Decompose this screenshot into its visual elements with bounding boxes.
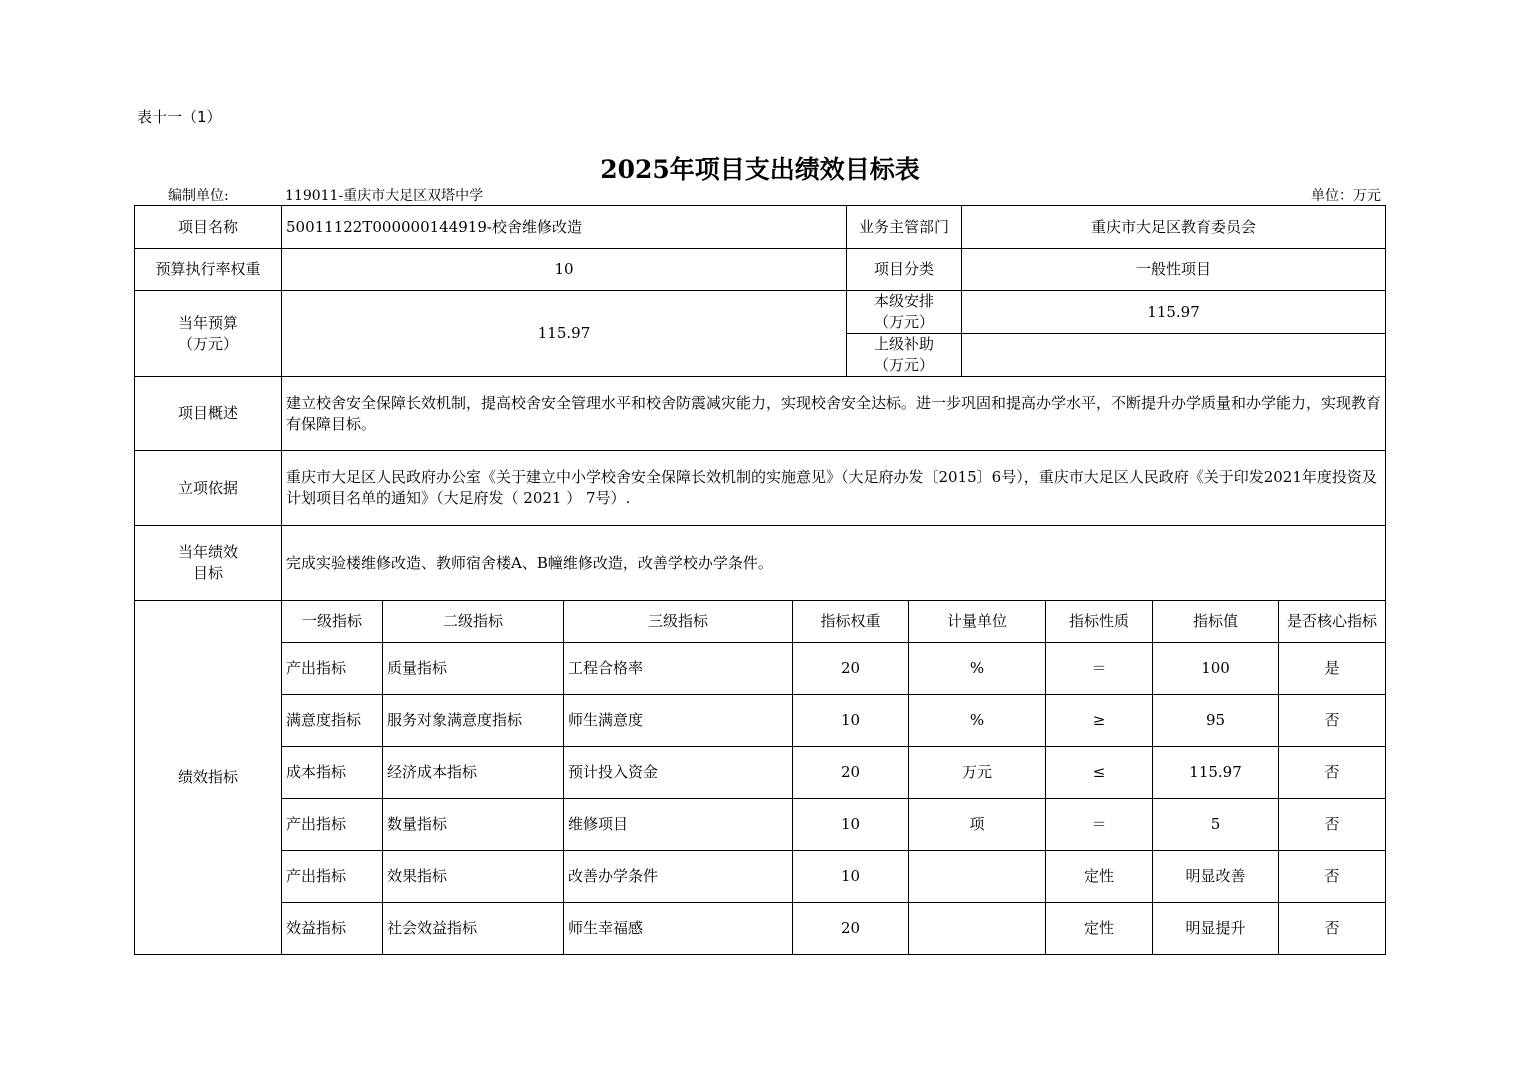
level3-cell: 维修项目 <box>564 799 793 851</box>
currency-unit: 单位：万元 <box>1311 188 1381 204</box>
core-cell: 否 <box>1279 851 1386 903</box>
table-row <box>135 799 1386 851</box>
value-cell: 5 <box>1153 799 1279 851</box>
unit-cell: 项 <box>909 799 1046 851</box>
header-level3: 三级指标 <box>564 601 793 643</box>
table-row <box>135 747 1386 799</box>
header-value: 指标值 <box>1153 601 1279 643</box>
basis-value: 重庆市大足区人民政府办公室《关于建立中小学校舍安全保障长效机制的实施意见》（大足府办发〔2015〕6号），重庆市大足区人民政府《关于印发2021年度投资及计划项目名单的通知》（大足府发（ 2021 ） 7号）. <box>282 451 1386 526</box>
goal-label-line1: 当年绩效 <box>177 543 238 561</box>
core-cell: 是 <box>1279 643 1386 695</box>
subsidy-label <box>847 334 962 377</box>
weight-value: 10 <box>282 249 847 291</box>
core-cell: 否 <box>1279 799 1386 851</box>
unit-cell: % <box>909 643 1046 695</box>
level2-cell: 服务对象满意度指标 <box>383 695 564 747</box>
level1-cell: 产出指标 <box>282 643 383 695</box>
dept-label: 业务主管部门 <box>847 206 962 249</box>
value-cell: 明显提升 <box>1153 903 1279 955</box>
level1-cell: 成本指标 <box>282 747 383 799</box>
unit-cell: 万元 <box>909 747 1046 799</box>
page-title: 2025年项目支出绩效目标表 <box>600 155 920 184</box>
level3-cell: 工程合格率 <box>564 643 793 695</box>
unit-label: 编制单位: <box>168 188 229 204</box>
goal-value: 完成实验楼维修改造、教师宿舍楼A、B幢维修改造，改善学校办学条件。 <box>282 526 1386 601</box>
level2-cell: 社会效益指标 <box>383 903 564 955</box>
level3-cell: 改善办学条件 <box>564 851 793 903</box>
value-cell: 115.97 <box>1153 747 1279 799</box>
local-label-line2: （万元） <box>874 313 935 331</box>
header-weight: 指标权重 <box>793 601 909 643</box>
level1-cell: 产出指标 <box>282 851 383 903</box>
level3-cell: 师生满意度 <box>564 695 793 747</box>
header-level1: 一级指标 <box>282 601 383 643</box>
value-cell: 95 <box>1153 695 1279 747</box>
weight-label: 预算执行率权重 <box>135 249 282 291</box>
header-core: 是否核心指标 <box>1279 601 1386 643</box>
budget-label-line1: 当年预算 <box>177 313 238 332</box>
unit-name: 119011-重庆市大足区双塔中学 <box>285 188 484 204</box>
value-cell: 明显改善 <box>1153 851 1279 903</box>
weight-cell: 10 <box>793 799 909 851</box>
table-row <box>135 903 1386 955</box>
unit-cell <box>909 851 1046 903</box>
overview-label: 项目概述 <box>135 377 282 451</box>
unit-cell <box>909 903 1046 955</box>
core-cell: 否 <box>1279 903 1386 955</box>
core-cell: 否 <box>1279 695 1386 747</box>
nature-cell: ＝ <box>1046 799 1153 851</box>
overview-value: 建立校舍安全保障长效机制，提高校舍安全管理水平和校舍防震减灾能力，实现校舍安全达标。进一步巩固和提高办学水平，不断提升办学质量和办学能力，实现教育有保障目标。 <box>282 377 1386 451</box>
level3-cell: 师生幸福感 <box>564 903 793 955</box>
value-cell: 100 <box>1153 643 1279 695</box>
level1-cell: 满意度指标 <box>282 695 383 747</box>
budget-value: 115.97 <box>282 291 847 377</box>
local-value: 115.97 <box>962 291 1386 334</box>
indicators-section-label: 绩效指标 <box>135 601 282 955</box>
goal-label <box>135 526 282 601</box>
performance-table <box>134 205 1386 955</box>
nature-cell: ≥ <box>1046 695 1153 747</box>
level3-cell: 预计投入资金 <box>564 747 793 799</box>
subsidy-label-line1: 上级补助 <box>874 335 935 353</box>
nature-cell: 定性 <box>1046 851 1153 903</box>
weight-cell: 20 <box>793 643 909 695</box>
weight-cell: 10 <box>793 695 909 747</box>
header-unit: 计量单位 <box>909 601 1046 643</box>
category-value: 一般性项目 <box>962 249 1386 291</box>
subsidy-value <box>962 334 1386 377</box>
weight-cell: 20 <box>793 747 909 799</box>
weight-cell: 20 <box>793 903 909 955</box>
goal-label-line2: 目标 <box>192 564 223 582</box>
local-label <box>847 291 962 334</box>
unit-cell: % <box>909 695 1046 747</box>
local-label-line1: 本级安排 <box>874 292 935 310</box>
weight-cell: 10 <box>793 851 909 903</box>
budget-label-line2: （万元） <box>177 334 238 353</box>
header-nature: 指标性质 <box>1046 601 1153 643</box>
table-row <box>135 851 1386 903</box>
level2-cell: 效果指标 <box>383 851 564 903</box>
nature-cell: 定性 <box>1046 903 1153 955</box>
level1-cell: 效益指标 <box>282 903 383 955</box>
table-row <box>135 695 1386 747</box>
dept-value: 重庆市大足区教育委员会 <box>962 206 1386 249</box>
core-cell: 否 <box>1279 747 1386 799</box>
level2-cell: 质量指标 <box>383 643 564 695</box>
subsidy-label-line2: （万元） <box>874 356 935 374</box>
table-number: 表十一（1） <box>137 108 222 126</box>
project-name-label: 项目名称 <box>135 206 282 249</box>
level2-cell: 数量指标 <box>383 799 564 851</box>
budget-label <box>135 291 282 377</box>
nature-cell: ＝ <box>1046 643 1153 695</box>
basis-label: 立项依据 <box>135 451 282 526</box>
level1-cell: 产出指标 <box>282 799 383 851</box>
nature-cell: ≤ <box>1046 747 1153 799</box>
header-level2: 二级指标 <box>383 601 564 643</box>
table-row <box>135 643 1386 695</box>
project-name-value: 50011122T000000144919-校舍维修改造 <box>282 206 847 249</box>
level2-cell: 经济成本指标 <box>383 747 564 799</box>
category-label: 项目分类 <box>847 249 962 291</box>
